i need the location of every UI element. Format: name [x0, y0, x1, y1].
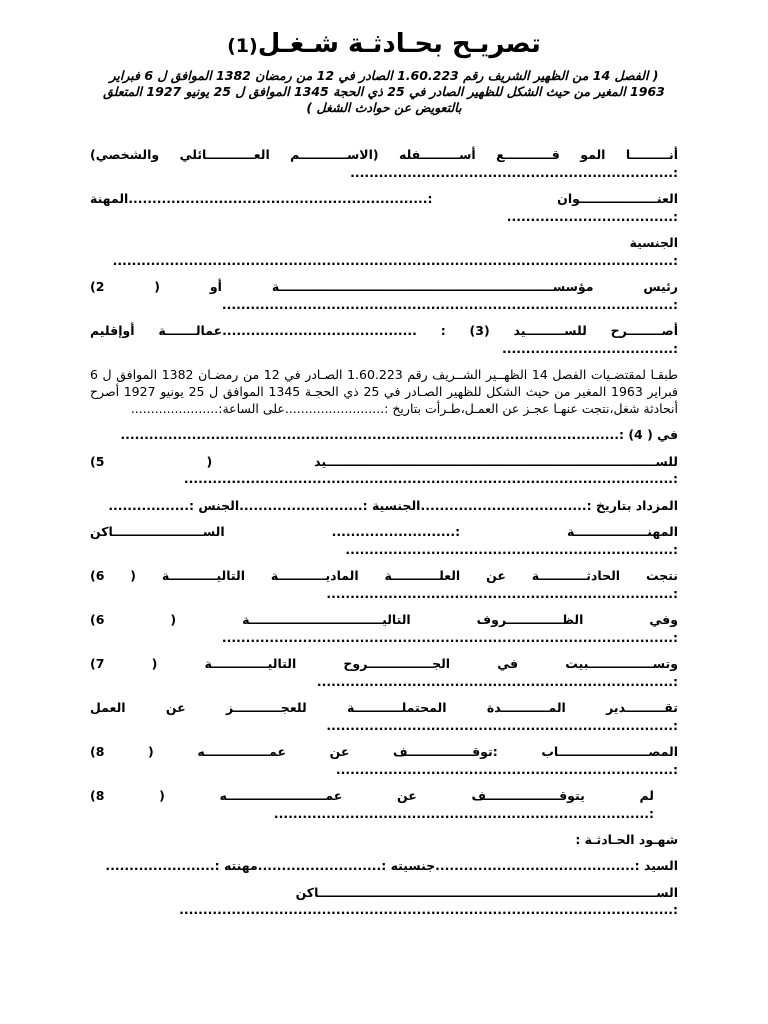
document-title	[90, 28, 678, 62]
title-footnote-number: (1)	[227, 35, 258, 57]
field-witness-residence: الســـــــــــــــــــــــــــــــــــــــــــــــــــــــــــــــــــــــــــــــاكن :........................................................................................................	[179, 884, 678, 917]
witnesses-heading: شهـود الحـادثـة :	[575, 832, 678, 847]
field-nationality: الجنسية :......................................................................................................................	[112, 235, 678, 268]
field-address-profession: العنــــــــــــــــــوان :...............................................................المهنة :...................................	[90, 191, 678, 224]
field-circumstances: وفي الظـــــــــــــروف التاليـــــــــــــــــــــــــــــــة ( 6) :...............................................................................................	[90, 612, 678, 645]
field-injuries: وتســـــــــــــــبيت في الجـــــــــــــــروح التاليـــــــــــــة ( 7) :...........................................................................	[90, 656, 678, 689]
field-establishment-head: رئيس مؤسســــــــــــــــــــــــــــــــــــــــــــــــــــــــــــــــة أو ( 2) :...............................................................................................	[90, 279, 678, 312]
field-declare-to: أصــــــــرح للســـــــــيد (3) : .........................................عمالـــــــة أوإقليم :....................................	[90, 323, 678, 356]
field-location: في ( 4) :.........................................................................................................	[120, 427, 678, 442]
field-did-not-stop-work: لم يتوقـــــــــــــــــف عن عمـــــــــــــــــــــــه ( 8) :...............................................................................	[90, 788, 654, 821]
declaration-document	[90, 28, 678, 928]
field-victim-name: للســـــــــــــــــــــــــــــــــــــــــــــــــــــــــــــــــــــــــــــيد ( 5) :.......................................................................................................	[90, 453, 678, 486]
field-declarant-name: أنـــــــــا المو قـــــــــــع أســـــــــفله (الاســـــــــــم العـــــــــــائلي والشخصي) :....................................................................	[90, 147, 678, 180]
field-incapacity-duration: تقـــــــــدير المـــــــــــدة المحتملـــــــــــة للعجـــــــــــز عن العمل :.........................................................................	[90, 700, 678, 733]
field-material-cause: نتجت الحادثـــــــــــة عن العلـــــــــــة الماديـــــــــــة التاليـــــــــــة ( 6) :.........................................................................	[90, 568, 678, 601]
field-birth-nationality-sex: المزداد بتاريخ :...................................الجنسية :..........................الجنس :.................	[108, 497, 678, 513]
legal-paragraph: طبقـا لمقتضـيات الفصل 14 الظهــير الشــريف رقم 1.60.223 الصـادر في 12 من رمضـان 1382 الموافق ل 6 فبراير 1963 المغير من حيث الشكل للظهير الصـادر في 25 ذي الحجـة 1345 الموافق ل 25 يونيو 1927 أصرح أنحادثة شغل،نتجت عنهـا عجـز عن العمـل،طـرأت بتاريخ :.........................على الساعة:......................	[90, 367, 679, 416]
field-stopped-work: المصـــــــــــــــــــــاب :توقـــــــــــــــف عن عمـــــــــــــــه ( 8) :.......................................................................	[90, 744, 678, 777]
field-profession-residence: المهنـــــــــــــــــة :.......................... الســـــــــــــــــــــاكن :.....................................................................	[90, 524, 678, 557]
field-witness-details: السيد :..........................................جنسيته :..........................مهنته :.......................	[105, 858, 678, 873]
legal-reference: ( الفصل 14 من الظهير الشريف رقم 1.60.223 الصادر في 12 من رمضان 1382 الموافق ل 6 فبراير 1963 المغير من حيث الشكل للظهير الصادر في 25 ذي الحجة 1345 الموافق ل 25 يونيو 1927 المتعلق بالتعويض عن حوادث الشغل )	[103, 68, 665, 115]
title-text: تصريـح بحـادثـة شـغـل	[257, 29, 541, 59]
